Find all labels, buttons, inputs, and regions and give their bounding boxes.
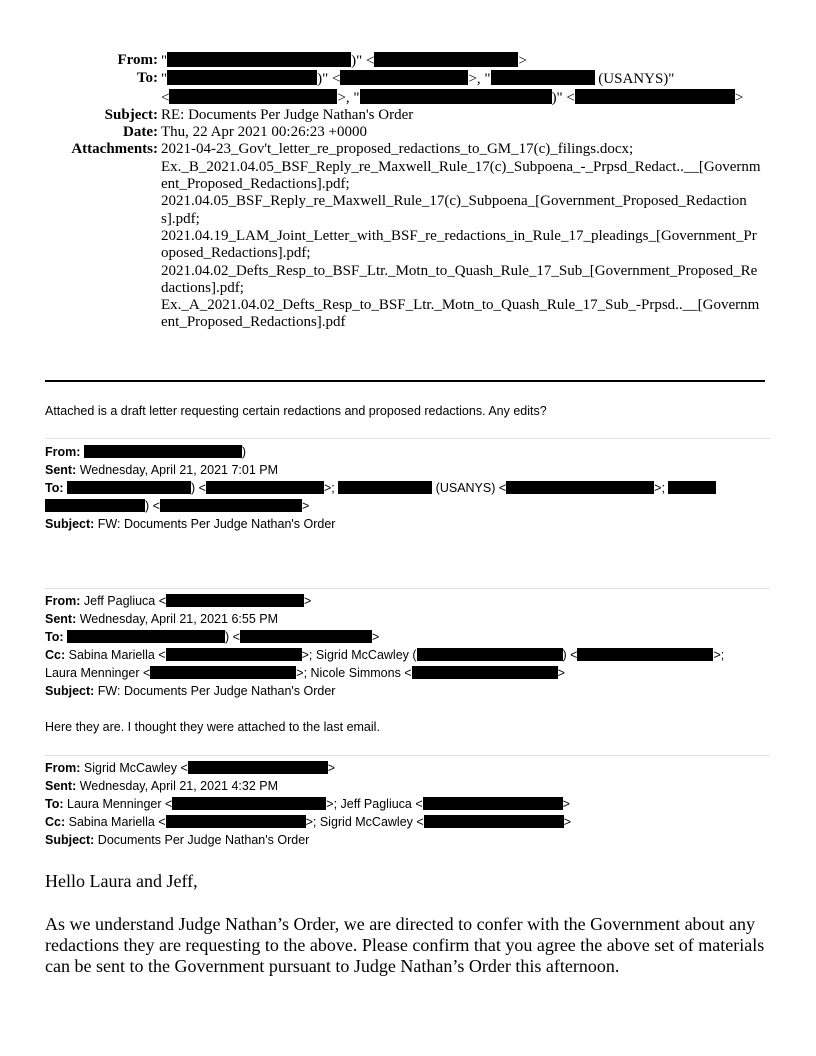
attachment-link[interactable]: 2021.04.19_LAM_Joint_Letter_with_BSF_re_redactions_in_Rule_17_pleadings_[Government_Proposed_Redactions].pdf; <box>161 227 757 262</box>
subject-label: Subject: <box>45 684 95 698</box>
redaction <box>172 797 326 810</box>
subject-label: Subject: <box>104 106 158 123</box>
redaction <box>340 70 468 85</box>
msg2-cc-3: Laura Menninger < <box>45 666 151 680</box>
msg1-sent: Wednesday, April 21, 2021 7:01 PM <box>79 463 279 477</box>
msg3-sent: Wednesday, April 21, 2021 4:32 PM <box>79 779 279 793</box>
to-label: To: <box>136 70 158 87</box>
header-from-row <box>0 52 816 70</box>
redaction <box>374 52 518 67</box>
msg3-subject: Documents Per Judge Nathan's Order <box>97 833 310 847</box>
msg2-subject: FW: Documents Per Judge Nathan's Order <box>97 684 336 698</box>
msg1-sent-line <box>45 461 770 479</box>
email-header <box>0 52 816 332</box>
body-paragraph: As we understand Judge Nathan’s Order, we are directed to confer with the Government about any redactions they are requesting to the above. Please confirm that you agree the above set of materials can be sent to the Government pursuant to Judge Nathan’s Order this afternoon. <box>45 914 765 976</box>
redaction <box>167 70 317 85</box>
msg3-subject-line <box>45 831 770 849</box>
to-usanys: (USANYS)" <box>594 71 675 88</box>
header-to-row <box>0 70 816 107</box>
redaction <box>240 630 372 643</box>
message-separator <box>45 755 770 756</box>
msg3-cc-line: Cc: Sabina Mariella < >; Sigrid McCawley < > <box>45 815 571 829</box>
date-label: Date: <box>123 124 158 141</box>
redaction <box>150 666 296 679</box>
redaction <box>188 761 328 774</box>
subject-label: Subject: <box>45 833 95 847</box>
redaction <box>45 499 145 512</box>
header-attachments-row <box>0 141 816 331</box>
msg2-from-line: From: Jeff Pagliuca < > <box>45 594 312 608</box>
redaction <box>67 481 191 494</box>
redaction <box>575 89 735 104</box>
redaction <box>169 89 337 104</box>
header-subject-row <box>0 107 816 124</box>
date-value: Thu, 22 Apr 2021 00:26:23 +0000 <box>161 124 367 141</box>
attachment-link[interactable]: 2021.04.05_BSF_Reply_re_Maxwell_Rule_17(c)_Subpoena_[Government_Proposed_Redactions].pdf; <box>161 193 747 227</box>
attachment-link[interactable]: 2021-04-23_Gov't_letter_re_proposed_redactions_to_GM_17(c)_filings.docx; <box>161 141 634 158</box>
msg2-cc-4: >; Nicole Simmons < <box>296 666 412 680</box>
message-separator <box>45 588 770 589</box>
msg2-subject-line <box>45 682 770 700</box>
msg2-to-line: To: ) < > <box>45 630 380 644</box>
msg2-body: Here they are. I thought they were attached to the last email. <box>45 720 380 734</box>
msg2-from-name: Jeff Pagliuca < <box>83 594 167 608</box>
redaction <box>424 815 564 828</box>
msg1-from-line: From: ) <box>45 445 247 459</box>
from-label: From: <box>117 52 158 68</box>
message-separator <box>45 438 770 439</box>
msg2-cc-line: Cc: Sabina Mariella < >; Sigrid McCawley ( ) < >; <box>45 648 725 662</box>
from-value: " )" < > <box>161 53 527 69</box>
msg1-subject-line <box>45 515 770 533</box>
subject-value: RE: Documents Per Judge Nathan's Order <box>161 106 414 123</box>
to-label: To: <box>45 630 64 644</box>
msg2-cc-1: Sabina Mariella < <box>68 648 166 662</box>
header-divider <box>45 380 765 382</box>
redaction <box>67 630 225 643</box>
msg3-to-line: To: Laura Menninger < >; Jeff Pagliuca < > <box>45 797 570 811</box>
attachment-link[interactable]: Ex._B_2021.04.05_BSF_Reply_re_Maxwell_Rule_17(c)_Subpoena_-_Prpsd_Redact..__[Government_Proposed_Redactions].pdf; <box>161 158 761 193</box>
msg3-sent-line <box>45 777 770 795</box>
msg2-sent-line <box>45 610 770 628</box>
sent-label: Sent: <box>45 463 77 477</box>
attachments-label: Attachments: <box>71 141 158 158</box>
msg1-to-usanys: (USANYS) < <box>432 481 507 495</box>
attachments-list <box>161 141 761 331</box>
cc-label: Cc: <box>45 815 66 829</box>
redaction <box>423 797 563 810</box>
msg2-cc-2: >; Sigrid McCawley ( <box>301 648 417 662</box>
redaction <box>206 481 324 494</box>
sent-label: Sent: <box>45 779 77 793</box>
sent-label: Sent: <box>45 612 77 626</box>
header-date-row <box>0 124 816 141</box>
to-label: To: <box>45 797 64 811</box>
redaction <box>166 648 302 661</box>
msg3-cc-1: Sabina Mariella < <box>68 815 166 829</box>
from-label: From: <box>45 594 81 608</box>
msg1-subject: FW: Documents Per Judge Nathan's Order <box>97 517 336 531</box>
redaction <box>491 70 595 85</box>
redaction <box>338 481 432 494</box>
redaction <box>506 481 654 494</box>
msg3-cc-2: >; Sigrid McCawley < <box>305 815 424 829</box>
redaction <box>160 499 302 512</box>
cc-label: Cc: <box>45 648 66 662</box>
attachment-link[interactable]: Ex._A_2021.04.02_Defts_Resp_to_BSF_Ltr._Motn_to_Quash_Rule_17_Sub_-Prpsd..__[Government_Proposed_Redactions].pdf <box>161 297 760 331</box>
msg3-from-line: From: Sigrid McCawley < > <box>45 761 336 775</box>
msg2-sent: Wednesday, April 21, 2021 6:55 PM <box>79 612 279 626</box>
redaction <box>417 648 563 661</box>
msg1-to-line-cont: ) < > <box>45 497 770 515</box>
redaction <box>668 481 716 494</box>
redaction <box>360 89 552 104</box>
msg2-cc-line-cont: Laura Menninger < >; Nicole Simmons < > <box>45 666 565 680</box>
attachment-link[interactable]: 2021.04.02_Defts_Resp_to_BSF_Ltr._Motn_to_Quash_Rule_17_Sub_[Government_Proposed_Redactions].pdf; <box>161 262 758 296</box>
to-value: " )" < >, " (USANYS)" < >, " )" < > <box>161 71 744 106</box>
greeting: Hello Laura and Jeff, <box>45 871 198 891</box>
to-label: To: <box>45 481 64 495</box>
redaction <box>84 445 242 458</box>
original-message <box>45 759 770 849</box>
forwarded-message-2 <box>45 592 770 736</box>
from-label: From: <box>45 761 81 775</box>
subject-label: Subject: <box>45 517 95 531</box>
msg3-from-name: Sigrid McCawley < <box>83 761 188 775</box>
msg1-to-line: To: ) < >; (USANYS) < >; <box>45 479 770 497</box>
msg3-to-2: >; Jeff Pagliuca < <box>326 797 423 811</box>
intro-text: Attached is a draft letter requesting certain redactions and proposed redactions. Any edits? <box>45 404 547 418</box>
msg3-to-1: Laura Menninger < <box>67 797 173 811</box>
redaction <box>166 594 304 607</box>
redaction <box>167 52 351 67</box>
from-label: From: <box>45 445 81 459</box>
forwarded-message-1 <box>45 443 770 533</box>
redaction <box>166 815 306 828</box>
redaction <box>577 648 713 661</box>
redaction <box>412 666 558 679</box>
